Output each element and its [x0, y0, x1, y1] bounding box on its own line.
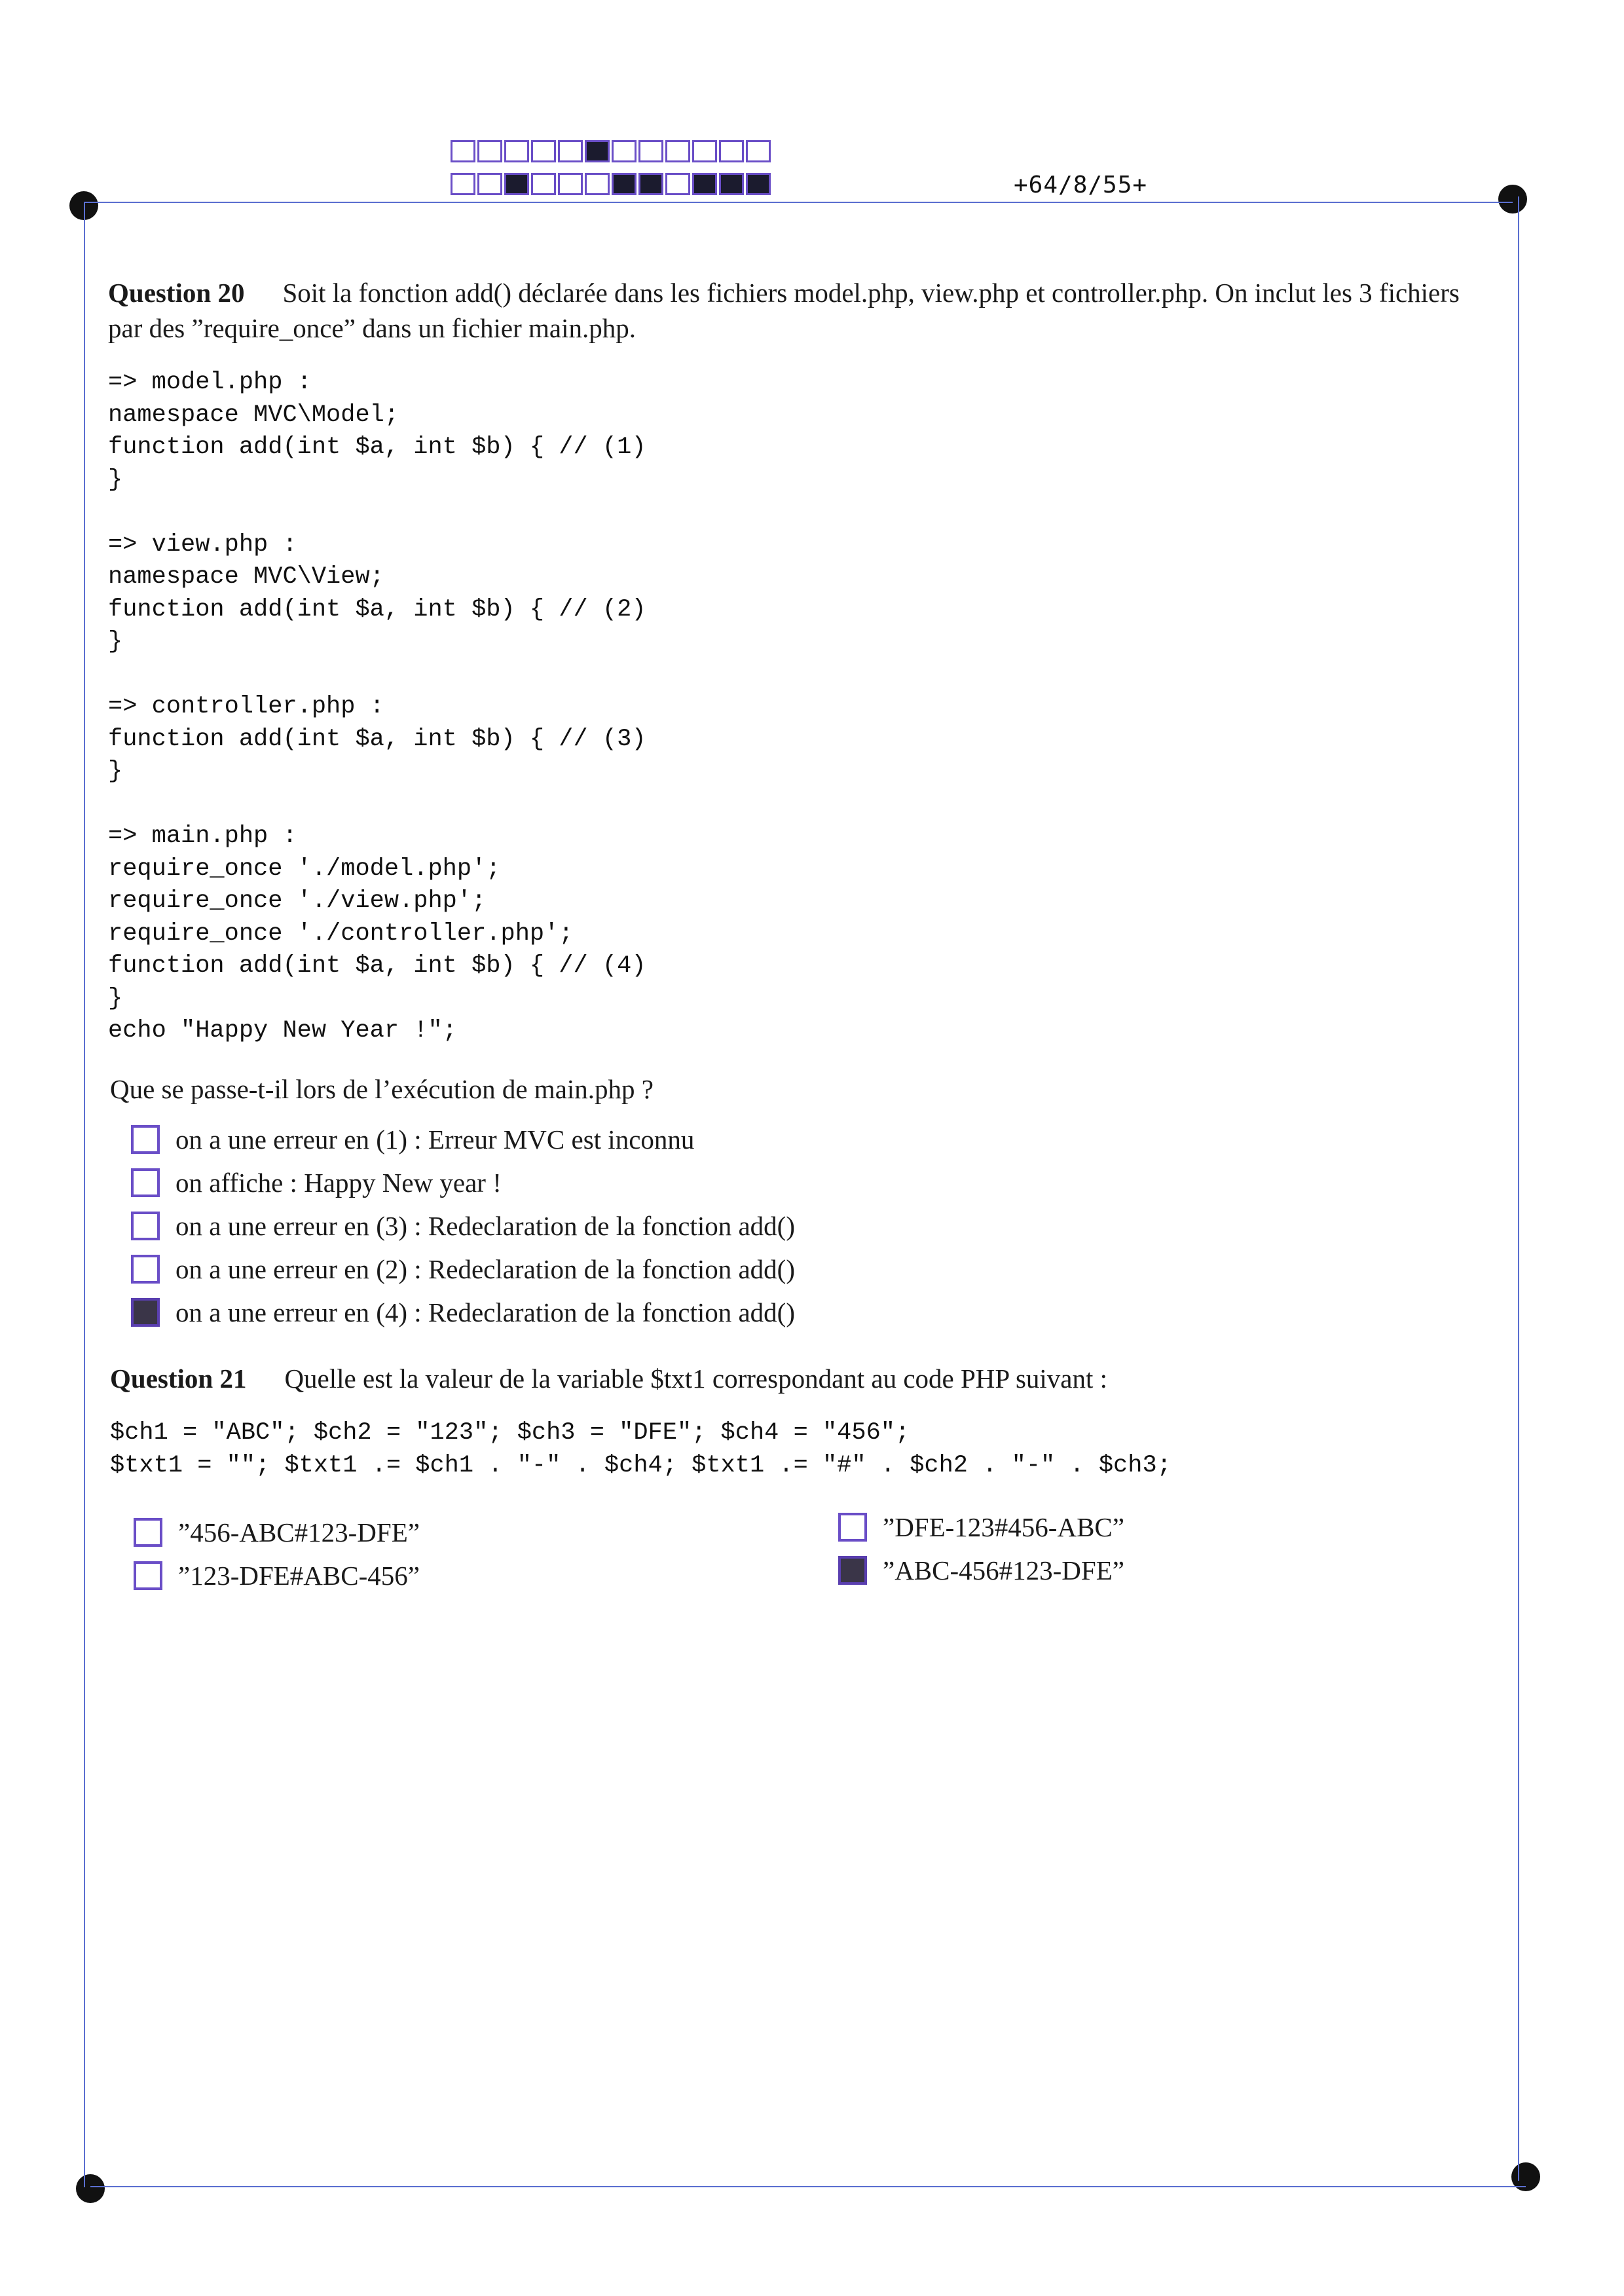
answer-checkbox[interactable]: [131, 1255, 160, 1284]
id-box[interactable]: [692, 173, 717, 195]
answer-checkbox[interactable]: [131, 1212, 160, 1240]
id-box[interactable]: [477, 173, 502, 195]
id-box[interactable]: [504, 140, 529, 162]
answer-label: ”DFE-123#456-ABC”: [883, 1512, 1124, 1542]
question-21: [110, 1361, 1498, 1396]
id-box[interactable]: [665, 173, 690, 195]
id-box[interactable]: [638, 173, 663, 195]
answer-label: on a une erreur en (1) : Erreur MVC est inconnu: [175, 1124, 695, 1155]
answer-checkbox[interactable]: [131, 1298, 160, 1327]
id-box[interactable]: [504, 173, 529, 195]
id-box[interactable]: [746, 140, 771, 162]
question-20-text: Soit la fonction add() déclarée dans les fichiers model.php, view.php et controller.php. On inclut les 3 fichiers par des ”require_once” dans un fichier main.php.: [108, 278, 1460, 343]
id-box[interactable]: [612, 140, 637, 162]
answer-checkbox[interactable]: [838, 1556, 867, 1585]
answer-label: on affiche : Happy New year !: [175, 1168, 502, 1198]
question-20-prompt: Que se passe-t-il lors de l’exécution de main.php ?: [110, 1074, 654, 1104]
question-21-label: Question 21: [110, 1363, 247, 1394]
answer-option[interactable]: [134, 1560, 420, 1591]
id-box[interactable]: [585, 140, 610, 162]
id-box[interactable]: [638, 140, 663, 162]
answer-label: on a une erreur en (4) : Redeclaration de la fonction add(): [175, 1297, 795, 1327]
frame-left: [84, 203, 85, 2187]
question-21-text: Quelle est la valeur de la variable $txt1 correspondant au code PHP suivant :: [284, 1363, 1108, 1394]
answer-label: ”456-ABC#123-DFE”: [178, 1517, 420, 1547]
question-21-code: $ch1 = "ABC"; $ch2 = "123"; $ch3 = "DFE"; $ch4 = "456"; $txt1 = ""; $txt1 .= $ch1 . "-" . $ch4; $txt1 .= "#" . $ch2 . "-" . $ch3;: [110, 1419, 1172, 1479]
corner-marker-bottom-left: [76, 2174, 105, 2203]
page-id-code: +64/8/55+: [1014, 172, 1148, 198]
answer-checkbox[interactable]: [131, 1125, 160, 1154]
id-box[interactable]: [477, 140, 502, 162]
id-box[interactable]: [531, 140, 556, 162]
answer-option[interactable]: [838, 1511, 1124, 1543]
answer-checkbox[interactable]: [134, 1518, 162, 1547]
id-box[interactable]: [719, 173, 744, 195]
id-box[interactable]: [612, 173, 637, 195]
student-id-boxes-row-2: [451, 173, 773, 195]
answer-option[interactable]: [134, 1517, 420, 1548]
id-box[interactable]: [558, 140, 583, 162]
answer-option[interactable]: [838, 1555, 1124, 1586]
id-box[interactable]: [451, 140, 475, 162]
id-box[interactable]: [746, 173, 771, 195]
answer-checkbox[interactable]: [134, 1561, 162, 1590]
id-box[interactable]: [719, 140, 744, 162]
frame-bottom: [90, 2186, 1526, 2187]
id-box[interactable]: [585, 173, 610, 195]
answer-label: on a une erreur en (3) : Redeclaration de la fonction add(): [175, 1211, 795, 1241]
answer-label: ”123-DFE#ABC-456”: [178, 1561, 420, 1591]
answer-option[interactable]: [131, 1167, 502, 1198]
answer-checkbox[interactable]: [838, 1513, 867, 1542]
id-box[interactable]: [692, 140, 717, 162]
corner-marker-top-right: [1498, 185, 1527, 213]
question-20-code: => model.php : namespace MVC\Model; function add(int $a, int $b) { // (1) } => view.php : namespace MVC\View; function add(int $a, int $b) { // (2) } => controller.php : function add(int $a, int $b) { // (3) } => main.php : require_once './model.php'; require_once './view.php'; require_once './controller.php'; function add(int $a, int $b) { // (4) } echo "Happy New Year !";: [108, 369, 646, 1045]
answer-option[interactable]: [131, 1210, 795, 1242]
id-box[interactable]: [451, 173, 475, 195]
answer-checkbox[interactable]: [131, 1168, 160, 1197]
student-id-boxes-row-1: [451, 140, 773, 162]
frame-top: [84, 202, 1513, 203]
frame-right: [1518, 196, 1519, 2181]
question-20: [108, 275, 1496, 346]
answer-label: ”ABC-456#123-DFE”: [883, 1555, 1124, 1585]
answer-option[interactable]: [131, 1124, 694, 1155]
answer-option[interactable]: [131, 1297, 795, 1328]
id-box[interactable]: [558, 173, 583, 195]
id-box[interactable]: [665, 140, 690, 162]
answer-label: on a une erreur en (2) : Redeclaration de la fonction add(): [175, 1254, 795, 1284]
question-20-label: Question 20: [108, 278, 245, 308]
id-box[interactable]: [531, 173, 556, 195]
answer-option[interactable]: [131, 1253, 795, 1285]
